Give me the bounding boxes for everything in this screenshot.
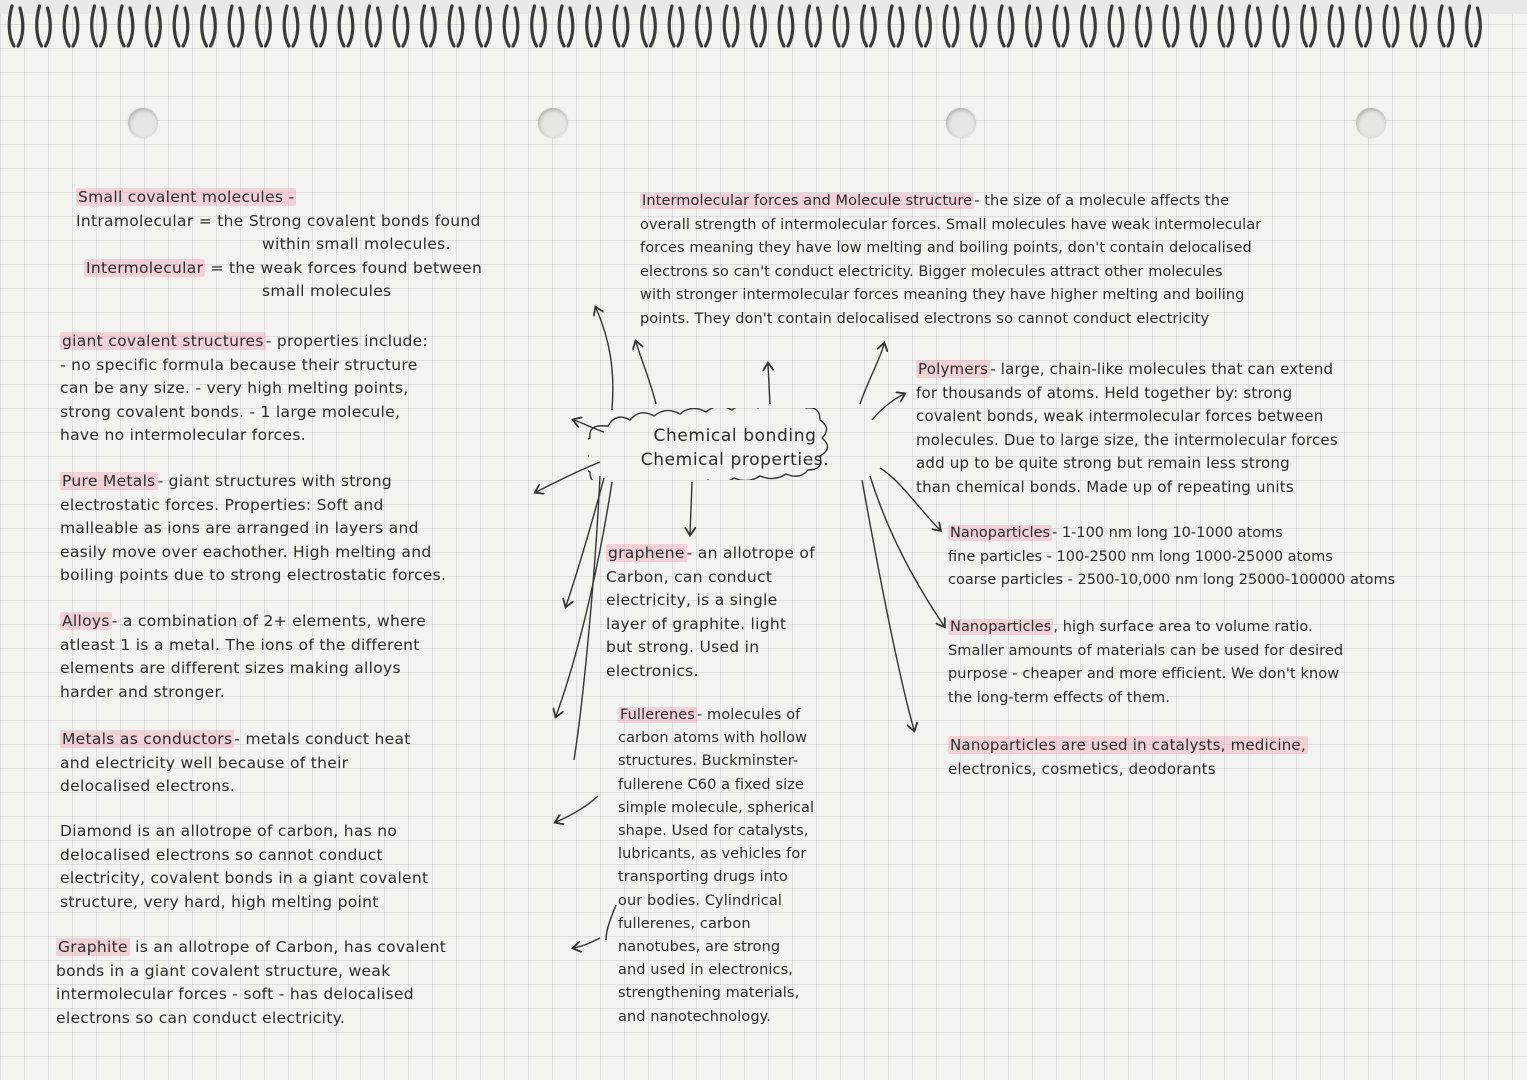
nano-props-title: Nanoparticles bbox=[950, 619, 1052, 635]
fullerenes-line: transporting drugs into bbox=[618, 869, 788, 886]
pure-metals-section bbox=[60, 470, 580, 588]
intra-label: Intramolecular bbox=[76, 211, 194, 230]
central-topic bbox=[600, 424, 870, 472]
small-covalent-section bbox=[76, 186, 596, 304]
diamond-line: delocalised electrons so cannot conduct bbox=[60, 845, 383, 864]
nano-uses-line: electronics, cosmetics, deodorants bbox=[948, 759, 1216, 778]
fullerenes-line: fullerenes, carbon bbox=[618, 915, 751, 932]
giant-covalent-line: have no intermolecular forces. bbox=[60, 426, 306, 444]
pure-metals-line: - giant structures with strong bbox=[157, 472, 393, 490]
nano-sizes-line: coarse particles - 2500-10,000 nm long 25000-100000 atoms bbox=[948, 572, 1396, 588]
nano-props-section bbox=[948, 616, 1518, 710]
nano-props-line: , high surface area to volume ratio. bbox=[1053, 619, 1313, 635]
fullerenes-brace bbox=[606, 905, 616, 940]
metals-conductors-line: delocalised electrons. bbox=[60, 777, 236, 795]
arrow-to-small-covalent bbox=[596, 308, 613, 410]
inter-text-2: small molecules bbox=[262, 282, 392, 300]
graphite-title: Graphite bbox=[58, 938, 128, 956]
arrow-to-intermolecular-right bbox=[860, 344, 884, 404]
graphene-line: but strong. Used in bbox=[606, 638, 760, 656]
arrow-to-diamond bbox=[556, 796, 598, 822]
intermolecular-line: forces meaning they have low melting and boiling points, don't contain delocalised bbox=[640, 240, 1252, 256]
polymers-line: covalent bonds, weak intermolecular forces between bbox=[916, 407, 1324, 425]
fullerenes-title: Fullerenes bbox=[620, 707, 695, 723]
fullerenes-line: - molecules of bbox=[696, 707, 801, 723]
intermolecular-line: with stronger intermolecular forces meaning they have higher melting and boiling bbox=[640, 287, 1245, 303]
fullerenes-line: nanotubes, are strong bbox=[618, 939, 781, 956]
graphite-line: intermolecular forces - soft - has delocalised bbox=[56, 985, 414, 1003]
metals-conductors-line: - metals conduct heat bbox=[234, 730, 411, 748]
polymers-line: molecules. Due to large size, the intermolecular forces bbox=[916, 430, 1338, 449]
nano-uses-section bbox=[948, 734, 1518, 781]
nano-sizes-line: - 1-100 nm long 10-1000 atoms bbox=[1052, 525, 1283, 541]
graphene-line: electricity, is a single bbox=[606, 591, 778, 609]
diamond-line: structure, very hard, high melting point bbox=[60, 892, 379, 911]
central-title: Chemical bonding bbox=[653, 426, 817, 446]
giant-covalent-line: - properties include: bbox=[265, 332, 428, 350]
nano-sizes-line: fine particles - 100-2500 nm long 1000-25000 atoms bbox=[948, 548, 1333, 565]
central-subtitle: Chemical properties. bbox=[640, 450, 830, 470]
polymers-line: add up to be quite strong but remain less strong bbox=[916, 454, 1290, 472]
metals-conductors-section bbox=[60, 728, 580, 799]
intra-text: = the Strong covalent bonds found bbox=[198, 211, 481, 230]
graphene-line: Carbon, can conduct bbox=[606, 567, 773, 586]
alloys-line: - a combination of 2+ elements, where bbox=[111, 612, 427, 630]
giant-covalent-section bbox=[60, 330, 580, 448]
inter-text: = the weak forces found between bbox=[210, 258, 483, 277]
fullerenes-section bbox=[618, 704, 888, 1029]
nano-props-line: the long-term effects of them. bbox=[948, 689, 1170, 706]
polymers-line: than chemical bonds. Made up of repeating units bbox=[916, 477, 1294, 496]
polymers-line: - large, chain-like molecules that can extend bbox=[990, 360, 1334, 378]
pure-metals-title: Pure Metals bbox=[62, 472, 156, 490]
graphite-section bbox=[56, 936, 576, 1030]
alloys-title: Alloys bbox=[62, 612, 110, 630]
arrow-to-graphene bbox=[690, 482, 692, 534]
pure-metals-line: boiling points due to strong electrostatic forces. bbox=[60, 566, 447, 584]
arrow-to-intermolecular-left bbox=[636, 342, 656, 404]
giant-covalent-line: can be any size. - very high melting points, bbox=[60, 379, 409, 397]
small-covalent-title: Small covalent molecules - bbox=[78, 188, 295, 206]
intermolecular-line: electrons so can't conduct electricity. Bigger molecules attract other molecules bbox=[640, 263, 1223, 280]
fullerenes-line: fullerene C60 a fixed size bbox=[618, 776, 804, 793]
fullerenes-line: strengthening materials, bbox=[618, 985, 800, 1002]
graphite-line: electrons so can conduct electricity. bbox=[56, 1008, 346, 1027]
fullerenes-line: structures. Buckminster- bbox=[618, 753, 799, 770]
graphene-line: electronics. bbox=[606, 661, 699, 680]
alloys-line: atleast 1 is a metal. The ions of the different bbox=[60, 635, 420, 654]
graphene-line: - an allotrope of bbox=[686, 544, 815, 562]
intra-text-2: within small molecules. bbox=[262, 235, 451, 253]
graphite-line: bonds in a giant covalent structure, weak bbox=[56, 961, 391, 980]
pure-metals-line: easily move over eachother. High melting and bbox=[60, 542, 432, 561]
pure-metals-line: malleable as ions are arranged in layers and bbox=[60, 519, 419, 537]
giant-covalent-line: - no specific formula because their structure bbox=[60, 355, 418, 374]
nano-props-line: Smaller amounts of materials can be used for desired bbox=[948, 642, 1344, 659]
graphene-title: graphene bbox=[608, 544, 685, 562]
fullerenes-line: our bodies. Cylindrical bbox=[618, 892, 782, 909]
graphene-section bbox=[606, 542, 886, 683]
fullerenes-line: and nanotechnology. bbox=[618, 1008, 771, 1025]
fullerenes-line: lubricants, as vehicles for bbox=[618, 846, 807, 863]
arrow-to-intermolecular bbox=[768, 364, 770, 404]
intermolecular-title: Intermolecular forces and Molecule structure bbox=[642, 193, 973, 209]
intermolecular-line: points. They don't contain delocalised electrons so cannot conduct electricity bbox=[640, 310, 1210, 327]
diamond-section bbox=[60, 820, 580, 914]
alloys-line: elements are different sizes making alloys bbox=[60, 659, 401, 677]
fullerenes-line: carbon atoms with hollow bbox=[618, 730, 808, 747]
polymers-section bbox=[916, 358, 1516, 499]
graphene-line: layer of graphite. light bbox=[606, 614, 787, 633]
intermolecular-section bbox=[640, 190, 1510, 331]
intermolecular-line: overall strength of intermolecular forces. Small molecules have weak intermolecular bbox=[640, 216, 1262, 233]
giant-covalent-title: giant covalent structures bbox=[62, 332, 264, 350]
metals-conductors-line: and electricity well because of their bbox=[60, 753, 349, 772]
metals-conductors-title: Metals as conductors bbox=[62, 730, 233, 748]
nano-props-line: purpose - cheaper and more efficient. We don't know bbox=[948, 666, 1340, 682]
inter-label: Intermolecular bbox=[86, 258, 204, 277]
fullerenes-line: and used in electronics, bbox=[618, 962, 793, 979]
graphite-line: is an allotrope of Carbon, has covalent bbox=[135, 938, 447, 956]
alloys-section bbox=[60, 610, 580, 704]
polymers-line: for thousands of atoms. Held together by: strong bbox=[916, 383, 1293, 402]
nano-uses-title: Nanoparticles are used in catalysts, medicine, bbox=[950, 736, 1306, 754]
pure-metals-line: electrostatic forces. Properties: Soft and bbox=[60, 495, 384, 514]
intermolecular-line: - the size of a molecule affects the bbox=[974, 193, 1230, 209]
giant-covalent-line: strong covalent bonds. - 1 large molecule, bbox=[60, 402, 401, 421]
alloys-line: harder and stronger. bbox=[60, 682, 225, 701]
fullerenes-line: shape. Used for catalysts, bbox=[618, 823, 809, 840]
nano-sizes-title: Nanoparticles bbox=[950, 525, 1051, 541]
diamond-line: electricity, covalent bonds in a giant covalent bbox=[60, 869, 429, 887]
polymers-title: Polymers bbox=[918, 360, 989, 378]
arrow-to-graphite bbox=[574, 938, 600, 948]
nano-sizes-section bbox=[948, 522, 1518, 593]
fullerenes-line: simple molecule, spherical bbox=[618, 799, 815, 816]
diamond-line: Diamond is an allotrope of carbon, has no bbox=[60, 822, 398, 840]
